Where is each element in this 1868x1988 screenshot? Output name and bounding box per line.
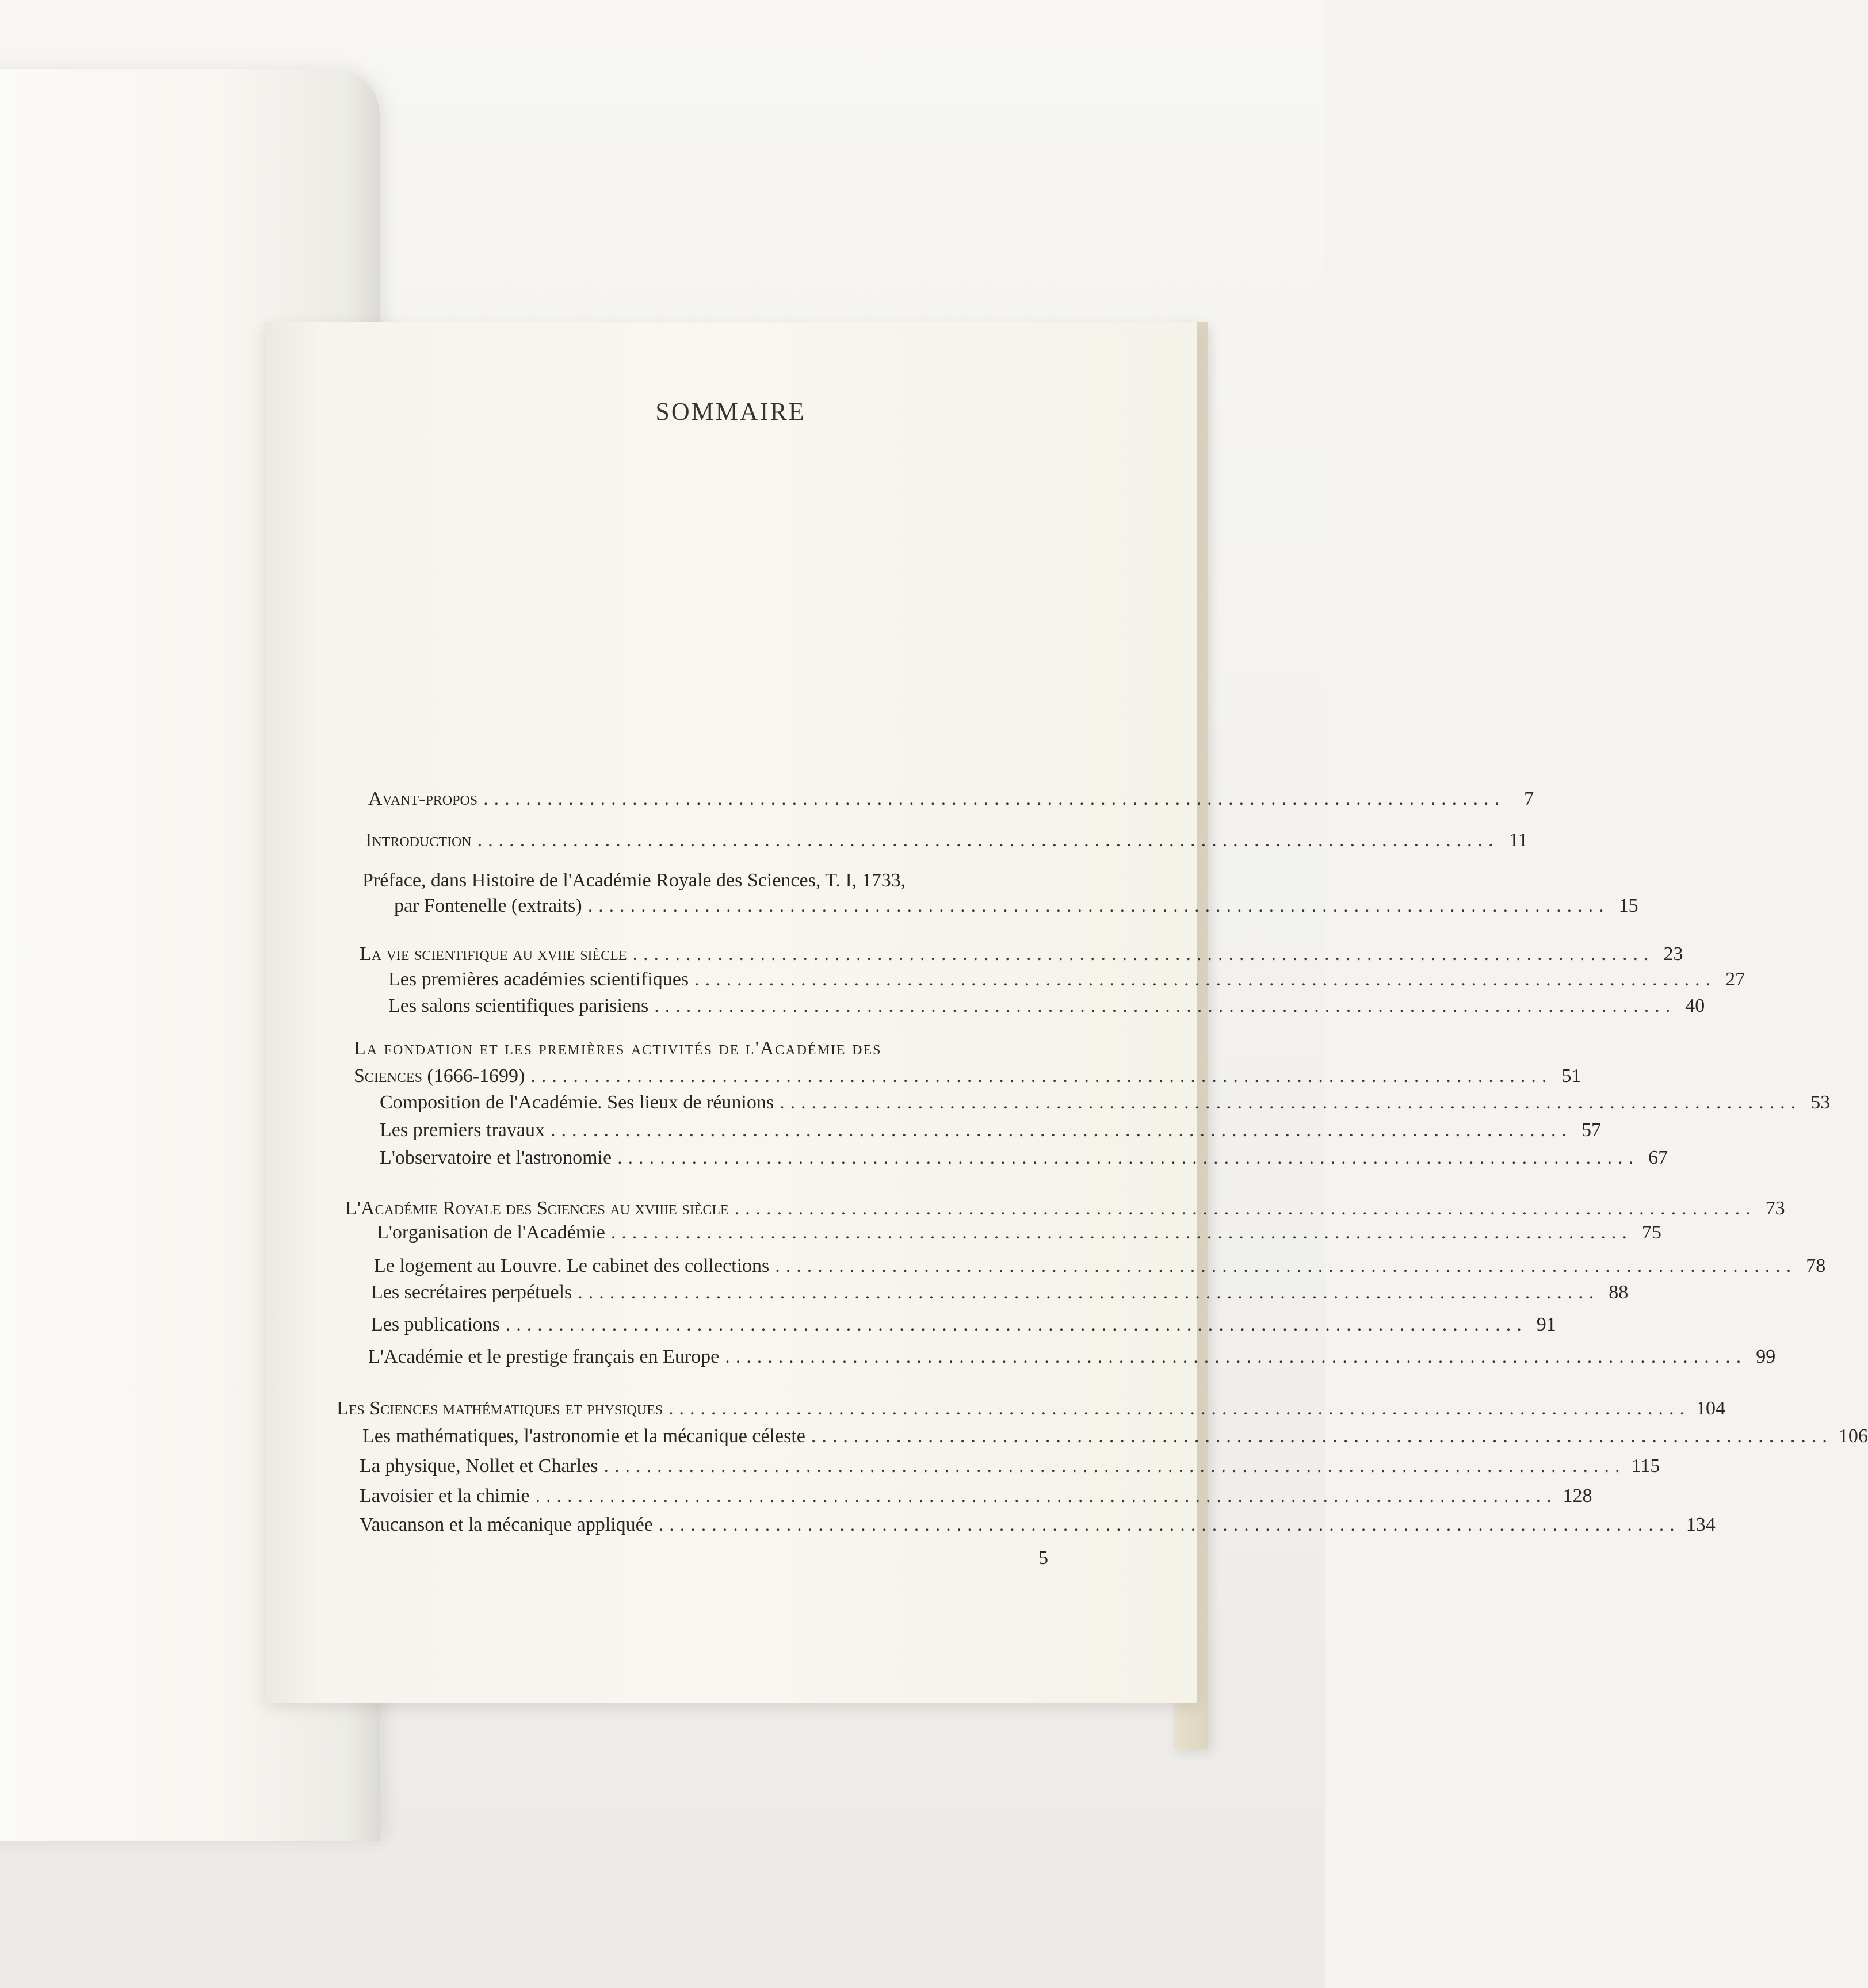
toc-entry-page: 115 (1631, 1455, 1660, 1477)
toc-entry-page: 67 (1648, 1147, 1668, 1168)
toc-leader: ................................................................................................ (775, 1255, 1797, 1276)
toc-entry-page: 73 (1765, 1198, 1785, 1219)
toc-entry (337, 1397, 1726, 1421)
toc-entry-page: 78 (1806, 1255, 1826, 1276)
toc-entry (360, 1454, 1660, 1478)
toc-entry-label: L'Académie Royale des Sciences au xviiie siècle (345, 1198, 729, 1219)
toc-entry-page: 40 (1685, 995, 1705, 1016)
toc-entry-page: 75 (1641, 1222, 1661, 1243)
toc-entry (368, 1345, 1776, 1369)
toc-entry-label: L'organisation de l'Académie (377, 1222, 605, 1243)
toc-leader: ................................................................................................ (694, 969, 1717, 990)
toc-entry-label: L'Académie et le prestige français en Europe (368, 1346, 720, 1367)
toc-entry (380, 1091, 1831, 1115)
toc-entry (360, 1513, 1716, 1537)
toc-leader: ................................................................................................ (477, 829, 1499, 851)
toc-entry (368, 787, 1534, 811)
toc-entry-page: 57 (1582, 1119, 1601, 1141)
toc-entry-page: 11 (1508, 829, 1528, 851)
toc-entry-page: 104 (1696, 1398, 1726, 1419)
toc-entry-line1 (362, 869, 906, 893)
toc-entry-page: 15 (1618, 895, 1638, 916)
toc-leader: ................................................................................................ (535, 1485, 1557, 1507)
toc-entry-label: Les publications (371, 1314, 500, 1335)
toc-entry-page: 51 (1561, 1065, 1582, 1087)
toc-entry-label: Lavoisier et la chimie (360, 1485, 530, 1507)
toc-entry-label: Composition de l'Académie. Ses lieux de réunions (380, 1092, 774, 1113)
toc-entry (371, 1280, 1629, 1305)
toc-entry-page: 7 (1524, 788, 1534, 809)
toc-entry-label: Les premières académies scientifiques (388, 969, 689, 990)
toc-entry-label: Les secrétaires perpétuels (371, 1282, 572, 1303)
toc-entry-label: L'observatoire et l'astronomie (380, 1147, 612, 1168)
toc-entry (380, 1146, 1668, 1170)
toc-entry-page: 91 (1536, 1314, 1556, 1335)
page-title: SOMMAIRE (655, 397, 806, 426)
toc-leader: ................................................................................................ (578, 1282, 1600, 1303)
toc-entry (380, 1118, 1601, 1142)
toc-entry-page: 53 (1810, 1092, 1831, 1113)
toc-entry (388, 994, 1705, 1018)
toc-entry-label-line1: Préface, dans Histoire de l'Académie Royale des Sciences, T. I, 1733, (362, 870, 906, 891)
toc-leader: ................................................................................................ (587, 895, 1610, 916)
toc-entry-label: par Fontenelle (extraits) (394, 895, 582, 916)
toc-entry-page: 128 (1563, 1485, 1592, 1507)
page-number: 5 (1038, 1547, 1048, 1569)
toc-entry (394, 894, 1638, 918)
toc-leader: ................................................................................................ (610, 1222, 1633, 1243)
toc-leader: ................................................................................................ (734, 1198, 1756, 1219)
toc-entry-label: Les mathématiques, l'astronomie et la mécanique céleste (362, 1425, 805, 1447)
toc-entry (360, 942, 1683, 966)
toc-entry-label: Les Sciences mathématiques et physiques (337, 1398, 663, 1419)
toc-entry-label: La vie scientifique au xviie siècle (360, 943, 627, 965)
toc-entry-label: Avant-propos (368, 788, 478, 809)
toc-entry-label: Les salons scientifiques parisiens (388, 995, 649, 1016)
toc-entry-line1 (354, 1037, 881, 1061)
toc-leader: ................................................................................................ (551, 1119, 1572, 1141)
toc-entry-page: 23 (1663, 943, 1683, 965)
toc-entry-label-line1: La fondation et les premières activités de l'Académie des (354, 1038, 882, 1059)
toc-entry (388, 968, 1745, 992)
toc-entry-label: Le logement au Louvre. Le cabinet des collections (374, 1255, 770, 1276)
toc-entry (362, 1424, 1868, 1448)
toc-entry (354, 1064, 1582, 1088)
toc-leader: ................................................................................................ (668, 1398, 1691, 1419)
toc-entry-label: Introduction (365, 829, 472, 851)
toc-leader: ................................................................................................ (505, 1314, 1527, 1335)
table-of-contents (265, 322, 1868, 1703)
toc-entry (374, 1254, 1826, 1278)
toc-leader: ................................................................................................ (483, 788, 1506, 809)
toc-leader: ................................................................................................ (811, 1425, 1833, 1447)
toc-leader: ................................................................................................ (725, 1346, 1747, 1367)
toc-leader: ................................................................................................ (530, 1065, 1553, 1087)
toc-entry-label: Les premiers travaux (380, 1119, 545, 1141)
toc-entry-page: 99 (1756, 1346, 1776, 1367)
toc-leader: ................................................................................................ (654, 995, 1676, 1016)
toc-entry-page: 134 (1686, 1514, 1716, 1535)
toc-entry-page: 27 (1725, 969, 1745, 990)
toc-leader: ................................................................................................ (617, 1147, 1640, 1168)
toc-entry-label: Sciences (1666-1699) (354, 1065, 525, 1087)
toc-entry-label: Vaucanson et la mécanique appliquée (360, 1514, 653, 1535)
toc-entry-page: 88 (1609, 1282, 1629, 1303)
toc-leader: ................................................................................................ (603, 1455, 1626, 1477)
toc-entry (360, 1484, 1592, 1508)
toc-leader: ................................................................................................ (780, 1092, 1802, 1113)
book-page (265, 322, 1868, 1703)
toc-entry (345, 1196, 1785, 1221)
toc-entry (377, 1221, 1661, 1245)
toc-entry-page: 106 (1838, 1425, 1868, 1447)
toc-leader: ................................................................................................ (658, 1514, 1680, 1535)
toc-entry (365, 828, 1528, 852)
toc-entry (371, 1313, 1556, 1337)
toc-leader: ................................................................................................ (632, 943, 1655, 965)
toc-entry-label: La physique, Nollet et Charles (360, 1455, 598, 1477)
